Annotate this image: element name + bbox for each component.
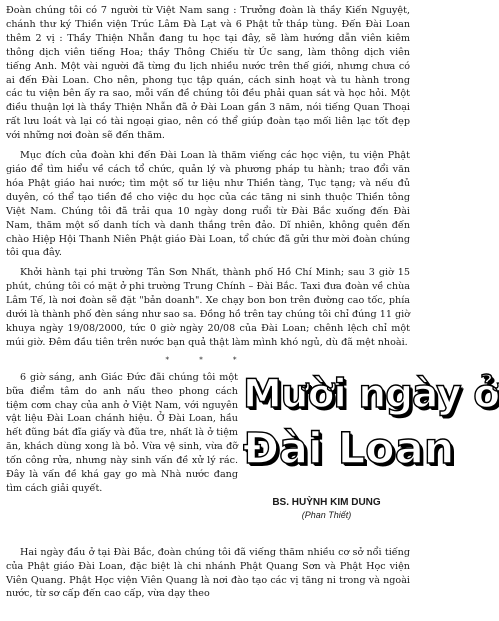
article-lower-section bbox=[6, 371, 499, 621]
magazine-page bbox=[6, 4, 499, 600]
article-title-line-1: Mười ngày ở bbox=[243, 371, 499, 417]
left-column bbox=[6, 371, 238, 496]
article-title-block bbox=[243, 371, 499, 520]
author-location: (Phan Thiết) bbox=[301, 509, 352, 520]
lower-text bbox=[6, 546, 410, 602]
breakfast-paragraph: 6 giờ sáng, anh Giác Đức đãi chúng tôi một bữa điểm tâm do anh nấu theo phong cách tiệm cơm chay của anh ở Việt Nam, với nguyên vật liệu Đài Loan chánh hiệu. Ở Đài Loan, hầu hết đũng bát đĩa giấy và đũa tre, nhất là ở tiệm ăn, khách dùng xong là bỏ. Vừa vệ sinh, vừa đỡ tốn công rửa, nhưng này sinh vấn đề xử lý rác. Đây là vấn đề khá gay go mà Nhà nước đang tìm cách giải quyết. bbox=[6, 371, 238, 494]
purpose-paragraph: Mục đích của đoàn khi đến Đài Loan là thăm viếng các học viện, tu viện Phật giáo để tìm hiểu về cách tổ chức, quản lý và phương pháp tu hành; trao đổi văn hóa Phật giáo hai nước; tìm một số tư liệu như Thiền tàng, Tục tạng; và nếu đủ duyên, có thể tạo tiền đề cho việc du học của các tăng ni sinh thuộc Thiền tông Việt Nam. Chúng tôi đã trải qua 10 ngày dong ruổi từ Đài Bắc xuống đến Đài Nam, thăm một số danh tích và danh thắng trên đảo. Dĩ nhiên, không quên đến chào Hiệp Hội Thanh Niên Phật giáo Đài Loan, tổ chức đã gửi thư mời đoàn chúng tôi qua đây. bbox=[6, 150, 410, 259]
author-name: BS. HUỲNH KIM DUNG bbox=[272, 496, 381, 508]
intro-paragraph: Đoàn chúng tôi có 7 người từ Việt Nam sang : Trưởng đoàn là thầy Kiến Nguyệt, chánh thư ký Thiền viện Trúc Lâm Đà Lạt và 6 Phật tử tháp tùng. Đến Đài Loan thêm 2 vị : Thầy Thiện Nhẫn đang tu học tại đây, sẽ làm hướng dẫn viên kiêm thông dịch viên tiếng Hoa; thầy Thông Chiếu từ Úc sang, làm thông dịch viên tiếng Anh. Một vài người đã từng đu lịch nhiều nước trên thế giới, nhưng chưa có ai đến Đài Loan. Cho nên, phong tục tập quán, cách sinh hoạt và tu hành trong các tu viện bên ấy ra sao, mỗi vấn đề chúng tôi đều phải quan sát và học hỏi. Một điều thuận lợi là thầy Thiện Nhẫn đã ở Đài Loan gần 3 năm, nói tiếng Quan Thoại rất lưu loát và lại có tài ngoại giao, nên có thể giúp đoàn tạo mối liên lạc tốt đẹp với những nơi đoàn sẽ đến thăm. bbox=[6, 5, 410, 142]
taipei-paragraph: Hai ngày đầu ở tại Đài Bắc, đoàn chúng tôi đã viếng thăm nhiều cơ sở nổi tiếng của Phật giáo Đài Loan, đặc biệt là chi nhánh Phật Quang Sơn và Phật Học viện Viên Quang. Phật Học viện Viên Quang là nơi đào tạo các vị tăng ni trong và ngoài nước, từ sơ cấp đến cao cấp, vừa dạy theo bbox=[6, 546, 410, 600]
section-separator: * * * bbox=[165, 355, 251, 364]
departure-paragraph: Khởi hành tại phi trường Tân Sơn Nhất, thành phố Hồ Chí Minh; sau 3 giờ 15 phút, chúng tôi có mặt ở phi trường Trung Chính – Đài Bắc. Taxi đưa đoàn về chùa Lâm Tế, là nơi đoàn sẽ đặt "bản doanh". Xe chạy bon bon trên đường cao tốc, phía dưới là thành phố đèn sáng như sao sa. Đồng hồ trên tay chúng tôi chỉ đúng 11 giờ khuya ngày 19/08/2000, tức 0 giờ ngày 20/08 của Đài Loan; chênh lệch chỉ một múi giờ. Đêm đầu tiên trên nước bạn quả thật làm mình khó ngủ, dù đã mệt nhoài. bbox=[6, 267, 410, 348]
article-title-line-2: Đài Loan bbox=[243, 423, 455, 474]
